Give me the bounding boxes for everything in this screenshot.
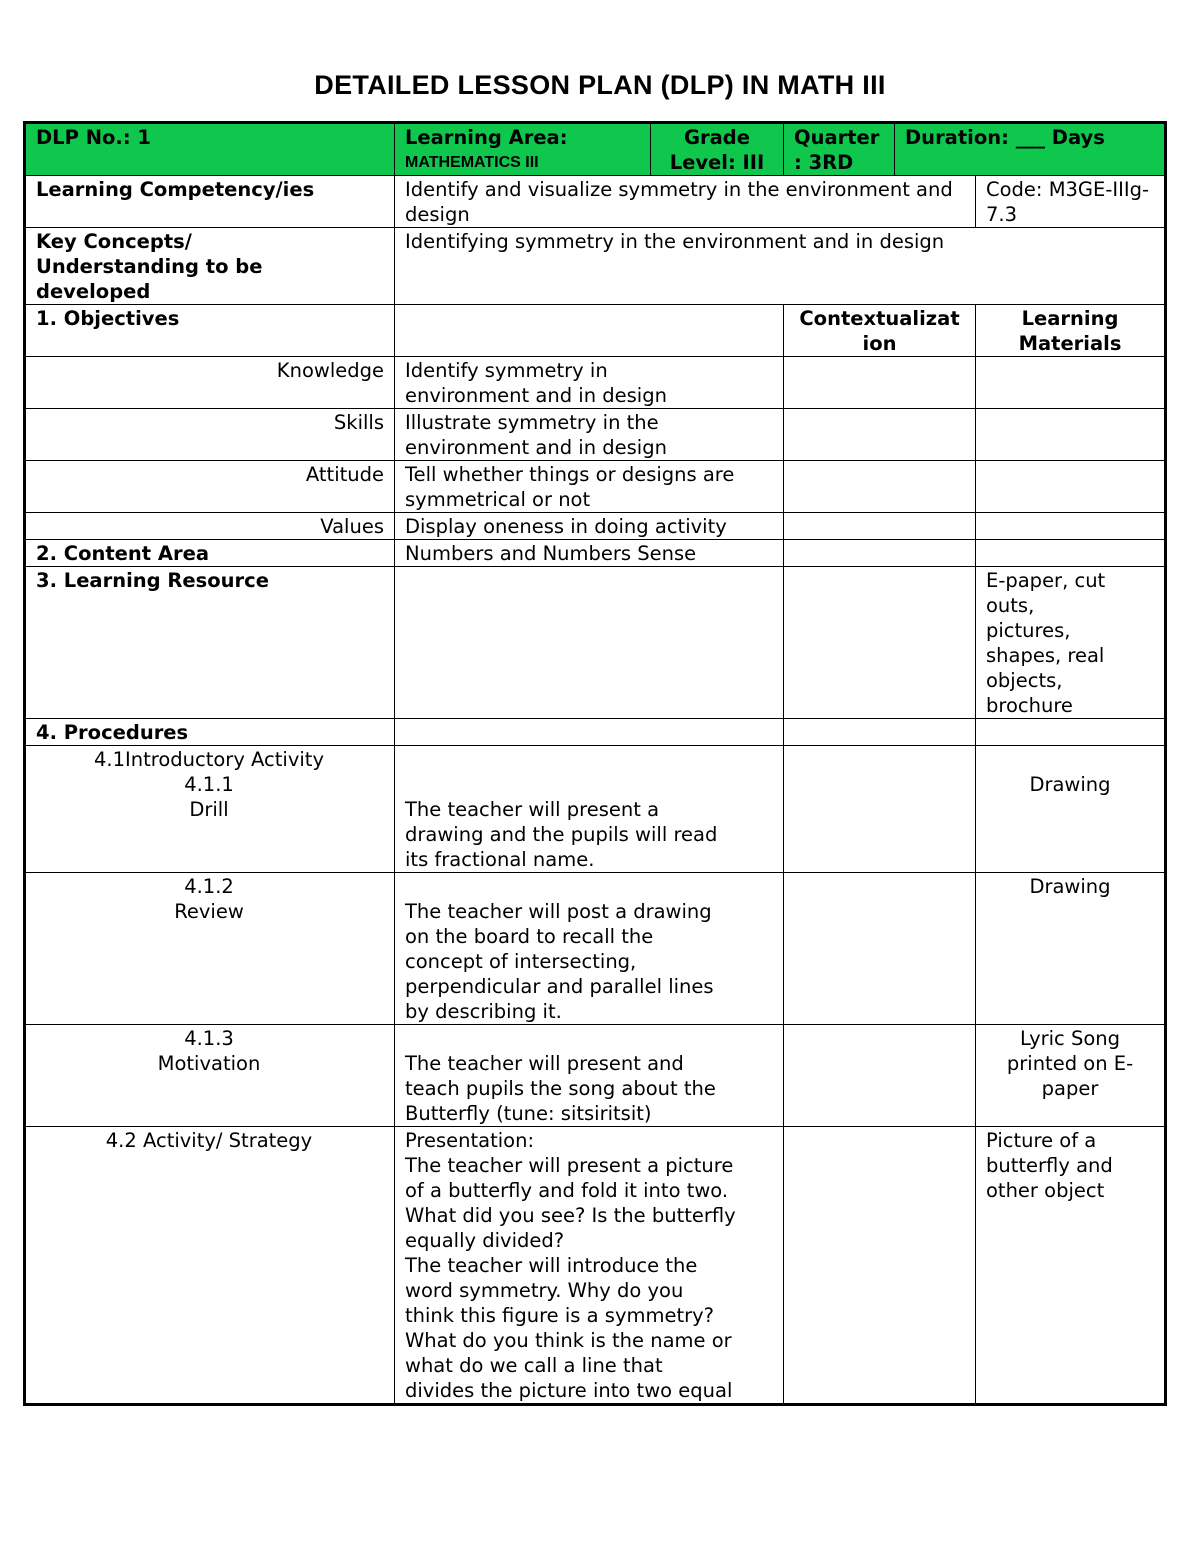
objective-label: Knowledge bbox=[25, 357, 395, 409]
procedure-intro-cell bbox=[395, 746, 784, 873]
procedure-motivation-label: 4.1.3 Motivation bbox=[25, 1025, 395, 1127]
objective-context bbox=[784, 357, 976, 409]
procedures-value bbox=[395, 719, 784, 746]
procedure-intro-materials bbox=[976, 746, 1166, 873]
competency-code: Code: M3GE-IIIg-7.3 bbox=[976, 176, 1166, 228]
competency-label: Learning Competency/ies bbox=[25, 176, 395, 228]
objective-context bbox=[784, 409, 976, 461]
objectives-blank bbox=[395, 305, 784, 357]
procedures-context bbox=[784, 719, 976, 746]
procedure-review-value: The teacher will post a drawing on the board to recall the concept of intersecting, perpendicular and parallel lines by describing it. bbox=[405, 900, 714, 1023]
content-area-label: 2. Content Area bbox=[25, 540, 395, 567]
procedure-activity-context bbox=[784, 1127, 976, 1405]
objective-row bbox=[25, 513, 1166, 540]
procedures-materials bbox=[976, 719, 1166, 746]
key-concepts-label: Key Concepts/ Understanding to be developed bbox=[25, 228, 395, 305]
lesson-plan-table bbox=[23, 121, 1167, 1406]
dlp-number: DLP No.: 1 bbox=[25, 123, 395, 176]
content-area-materials bbox=[976, 540, 1166, 567]
key-concepts-value: Identifying symmetry in the environment and in design bbox=[395, 228, 1166, 305]
learning-area-value: MATHEMATICS III bbox=[405, 154, 539, 171]
objective-value: Tell whether things or designs are symmetrical or not bbox=[395, 461, 784, 513]
objective-context bbox=[784, 461, 976, 513]
procedures-row bbox=[25, 719, 1166, 746]
learning-resource-materials: E-paper, cut outs, pictures, shapes, real objects, brochure bbox=[976, 567, 1166, 719]
procedure-motivation-context bbox=[784, 1025, 976, 1127]
learning-area bbox=[395, 123, 651, 176]
grade-level: Grade Level: III bbox=[651, 123, 784, 176]
learning-resource-row bbox=[25, 567, 1166, 719]
procedure-review-materials: Drawing bbox=[976, 873, 1166, 1025]
objective-label: Values bbox=[25, 513, 395, 540]
quarter: Quarter : 3RD bbox=[784, 123, 895, 176]
objective-materials bbox=[976, 357, 1166, 409]
learning-resource-context bbox=[784, 567, 976, 719]
learning-resource-label: 3. Learning Resource bbox=[25, 567, 395, 719]
procedure-intro-row bbox=[25, 746, 1166, 873]
duration: Duration: ___ Days bbox=[895, 123, 1166, 176]
procedure-intro-context bbox=[784, 746, 976, 873]
procedures-label: 4. Procedures bbox=[25, 719, 395, 746]
content-area-value: Numbers and Numbers Sense bbox=[395, 540, 784, 567]
procedure-intro-materials-text: Drawing bbox=[1029, 773, 1111, 796]
objective-value: Identify symmetry in environment and in design bbox=[395, 357, 784, 409]
competency-row bbox=[25, 176, 1166, 228]
competency-value: Identify and visualize symmetry in the environment and design bbox=[395, 176, 976, 228]
objective-value: Display oneness in doing activity bbox=[395, 513, 784, 540]
objective-materials bbox=[976, 513, 1166, 540]
objective-row bbox=[25, 461, 1166, 513]
objective-value: Illustrate symmetry in the environment and in design bbox=[395, 409, 784, 461]
procedure-motivation-row bbox=[25, 1025, 1166, 1127]
procedure-intro-label: 4.1Introductory Activity 4.1.1 Drill bbox=[25, 746, 395, 873]
procedure-motivation-materials: Lyric Song printed on E- paper bbox=[976, 1025, 1166, 1127]
objective-materials bbox=[976, 461, 1166, 513]
objectives-label: 1. Objectives bbox=[25, 305, 395, 357]
objectives-header-row bbox=[25, 305, 1166, 357]
objective-materials bbox=[976, 409, 1166, 461]
objective-context bbox=[784, 513, 976, 540]
procedure-review-context bbox=[784, 873, 976, 1025]
procedure-activity-materials: Picture of a butterfly and other object bbox=[976, 1127, 1166, 1405]
learning-materials-header: Learning Materials bbox=[976, 305, 1166, 357]
procedure-motivation-cell bbox=[395, 1025, 784, 1127]
learning-resource-value bbox=[395, 567, 784, 719]
key-concepts-row bbox=[25, 228, 1166, 305]
procedure-intro-value: The teacher will present a drawing and the pupils will read its fractional name. bbox=[405, 798, 718, 871]
header-row bbox=[25, 123, 1166, 176]
procedure-review-cell bbox=[395, 873, 784, 1025]
procedure-activity-value: Presentation: The teacher will present a picture of a butterfly and fold it into two. What did you see? Is the butterfly equally divided? The teacher will introduce the word symmetry. Why do you think this figure is a symmetry? What do you think is the name or what do we call a line that divides the picture into two equal bbox=[395, 1127, 784, 1405]
procedure-review-row bbox=[25, 873, 1166, 1025]
procedure-review-label: 4.1.2 Review bbox=[25, 873, 395, 1025]
objective-label: Skills bbox=[25, 409, 395, 461]
document-title: DETAILED LESSON PLAN (DLP) IN MATH III bbox=[314, 70, 886, 100]
content-area-row bbox=[25, 540, 1166, 567]
content-area-context bbox=[784, 540, 976, 567]
objective-row bbox=[25, 357, 1166, 409]
contextualization-header: Contextualizat ion bbox=[784, 305, 976, 357]
objective-label: Attitude bbox=[25, 461, 395, 513]
procedure-activity-label: 4.2 Activity/ Strategy bbox=[25, 1127, 395, 1405]
procedure-motivation-value: The teacher will present and teach pupils the song about the Butterfly (tune: sitsiritsit) bbox=[405, 1052, 716, 1125]
procedure-activity-row bbox=[25, 1127, 1166, 1405]
learning-area-label: Learning Area: bbox=[405, 126, 568, 149]
objective-row bbox=[25, 409, 1166, 461]
